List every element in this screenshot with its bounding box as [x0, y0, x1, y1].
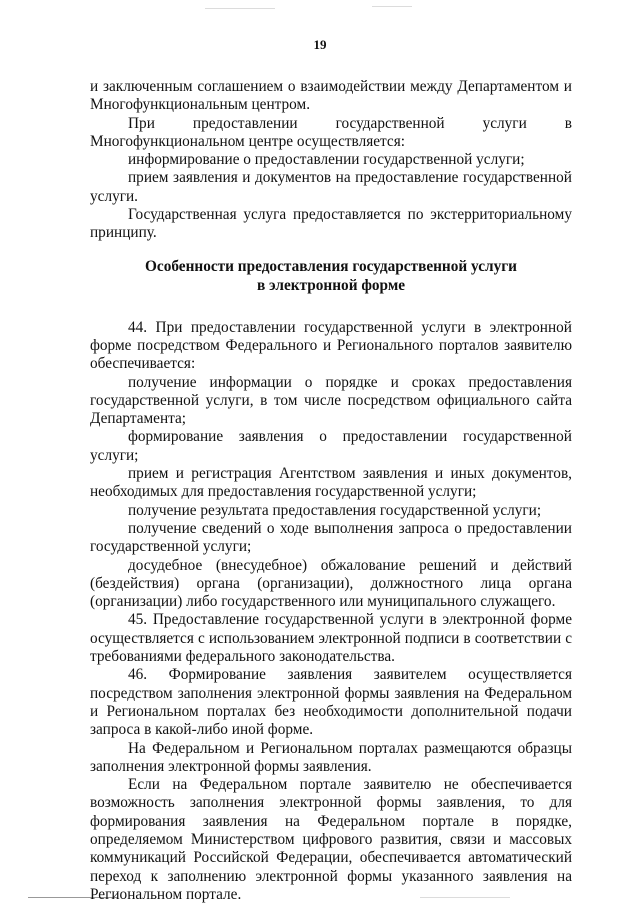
paragraph: формирование заявления о предоставлении государственной услуги; — [90, 428, 572, 464]
scan-artifact — [205, 8, 275, 9]
paragraph: 44. При предоставлении государственной услуги в электронной форме посредством Федерального и Регионального порталов заявителю обеспечивается: — [90, 318, 572, 373]
paragraph: прием и регистрация Агентством заявления и иных документов, необходимых для предоставления государственной услуги; — [90, 465, 572, 501]
scan-artifact — [372, 6, 412, 7]
paragraph: информирование о предоставлении государственной услуги; — [128, 151, 525, 169]
paragraph: получение сведений о ходе выполнения запроса о предоставлении государственной услуги; — [90, 519, 572, 556]
section-heading — [90, 257, 572, 295]
paragraph: 46. Формирование заявления заявителем осуществляется посредством заполнения электронной формы заявления на Федеральном и Региональном порталах без необходимости дополнительной подачи запроса в какой-либо иной форме. — [90, 666, 572, 739]
paragraph: и заключенным соглашением о взаимодействии между Департаментом и Многофункциональным центром. — [90, 78, 572, 114]
paragraph: При предоставлении государственной услуги в Многофункциональном центре осуществляется: — [90, 114, 572, 150]
paragraph: 45. Предоставление государственной услуги в электронной форме осуществляется с использованием электронной подписи в соответствии с требованиями федерального законодательства. — [90, 611, 572, 666]
paragraph: Государственная услуга предоставляется по экстерриториальному принципу. — [90, 206, 572, 242]
section-heading-line: в электронной форме — [256, 276, 406, 294]
paragraph: На Федеральном и Региональном порталах размещаются образцы заполнения электронной формы заявления. — [90, 739, 572, 775]
page-number: 19 — [313, 37, 327, 52]
paragraph: досудебное (внесудебное) обжалование решений и действий (бездействия) органа (организации), должностного лица органа (организации) либо государственного или муниципального служащего. — [90, 556, 572, 611]
paragraph: получение информации о порядке и сроках предоставления государственной услуги, в том числе посредством официального сайта Департамента; — [90, 373, 572, 428]
section-heading-line: Особенности предоставления государственной услуги — [145, 257, 517, 275]
paragraph: Если на Федеральном портале заявителю не обеспечивается возможность заполнения электронной формы заявления, то для формирования заявления на Федеральном портале в порядке, определяемом Министерством цифрового развития, связи и массовых коммуникаций Российской Федерации, обеспечивается автоматический переход к заполнению электронной формы указанного заявления на Региональном портале. — [90, 776, 572, 903]
document-body — [90, 78, 572, 904]
paragraph: получение результата предоставления государственной услуги; — [128, 501, 542, 519]
paragraph: прием заявления и документов на предоставление государственной услуги. — [90, 169, 572, 205]
